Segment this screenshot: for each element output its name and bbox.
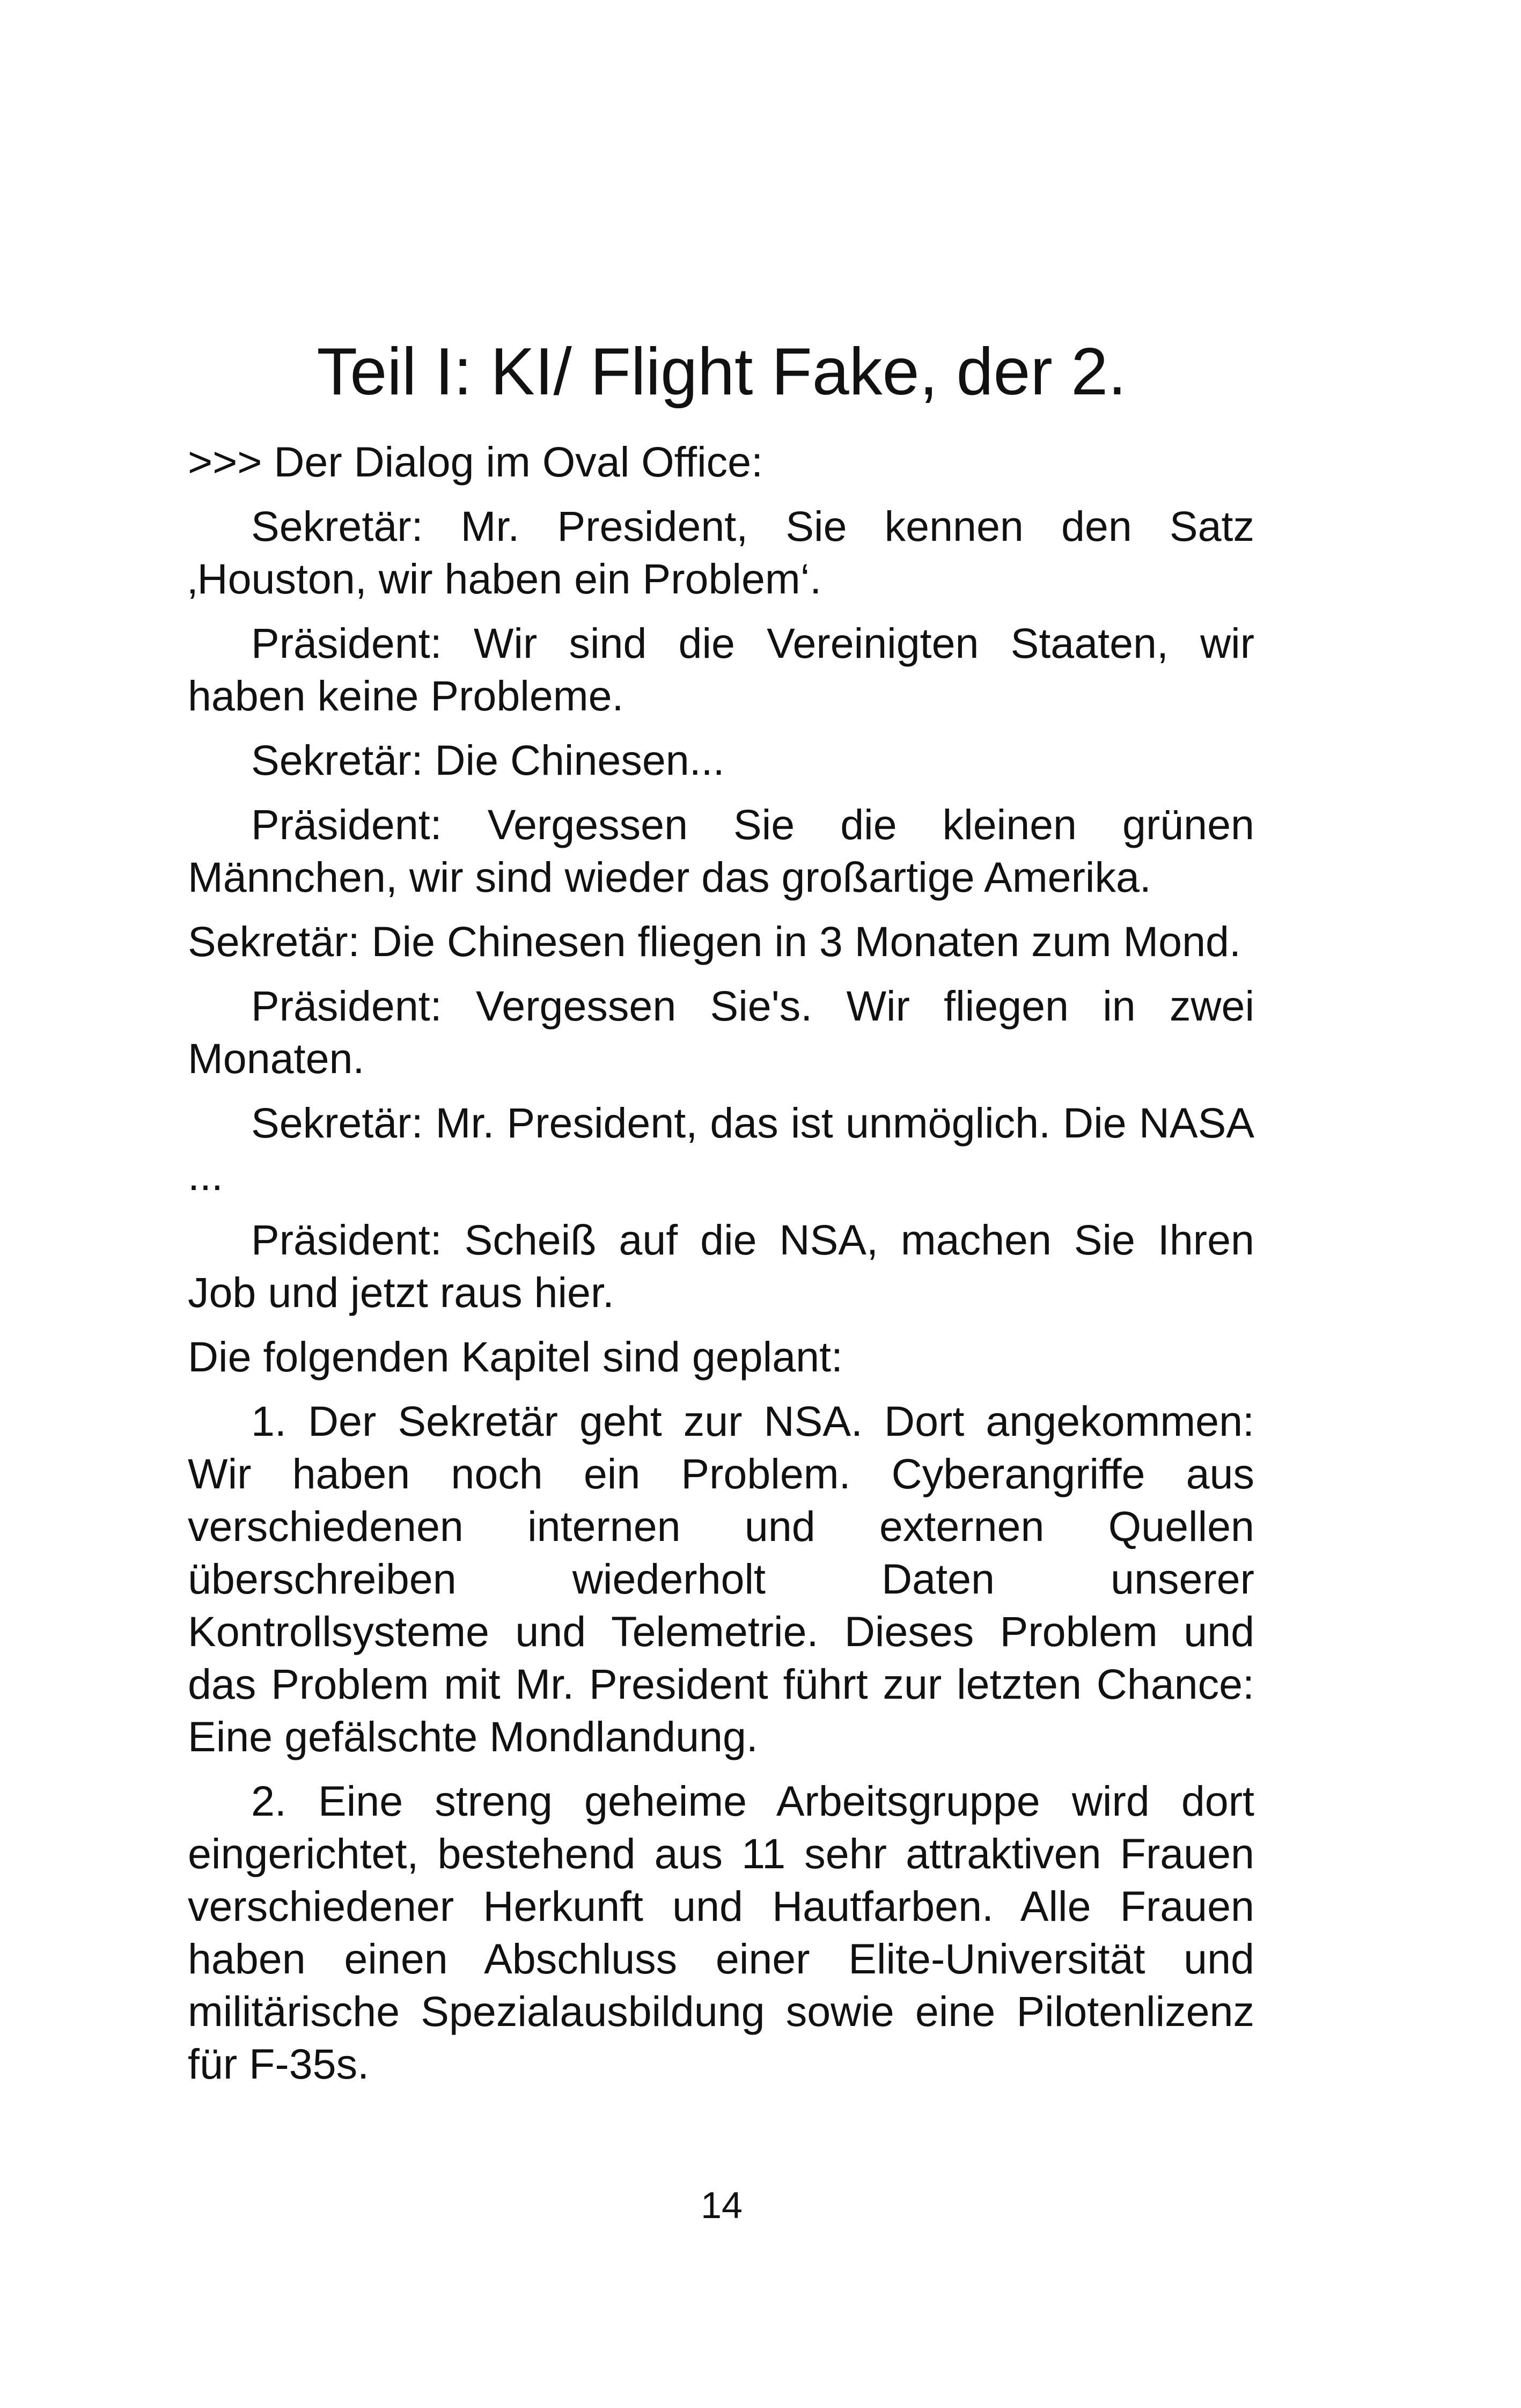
paragraph-dialog: Präsident: Scheiß auf die NSA, machen Sie Ihren Job und jetzt raus hier. <box>188 1216 1254 1316</box>
paragraph-dialog: Präsident: Vergessen Sie die kleinen grünen Männchen, wir sind wieder das großartige Amerika. <box>188 801 1254 901</box>
paragraph-dialog: Sekretär: Die Chinesen fliegen in 3 Monaten zum Mond. <box>188 917 1241 965</box>
paragraph-dialog: Präsident: Wir sind die Vereinigten Staaten, wir haben keine Probleme. <box>188 619 1254 720</box>
paragraph-chapters-intro: Die folgenden Kapitel sind geplant: <box>188 1333 843 1381</box>
page-number: 14 <box>701 2184 743 2226</box>
paragraph-chapter-item: 2. Eine streng geheime Arbeitsgruppe wird dort eingerichtet, bestehend aus 11 sehr attraktiven Frauen verschiedener Herkunft und Hautfarben. Alle Frauen haben einen Abschluss einer Elite-Universität und militärische Spezialausbildung sowie eine Pilotenlizenz für F-35s. <box>188 1777 1254 2088</box>
paragraph-dialog: Sekretär: Mr. President, Sie kennen den Satz ‚Houston, wir haben ein Problem‘. <box>188 502 1254 603</box>
page-body <box>188 436 1254 2102</box>
paragraph-intro: >>> Der Dialog im Oval Office: <box>188 438 763 486</box>
paragraph-dialog: Präsident: Vergessen Sie's. Wir fliegen in zwei Monaten. <box>188 982 1254 1082</box>
chapter-title: Teil I: KI/ Flight Fake, der 2. <box>317 335 1127 409</box>
paragraph-dialog: Sekretär: Die Chinesen... <box>251 736 725 784</box>
paragraph-chapter-item: 1. Der Sekretär geht zur NSA. Dort angekommen: Wir haben noch ein Problem. Cyberangriffe aus verschiedenen internen und externen Quellen überschreiben wiederholt Daten unserer Kontrollsysteme und Telemetrie. Dieses Problem und das Problem mit Mr. President führt zur letzten Chance: Eine gefälschte Mondlandung. <box>188 1397 1254 1760</box>
paragraph-dialog: Sekretär: Mr. President, das ist unmöglich. Die NASA ... <box>188 1099 1254 1199</box>
